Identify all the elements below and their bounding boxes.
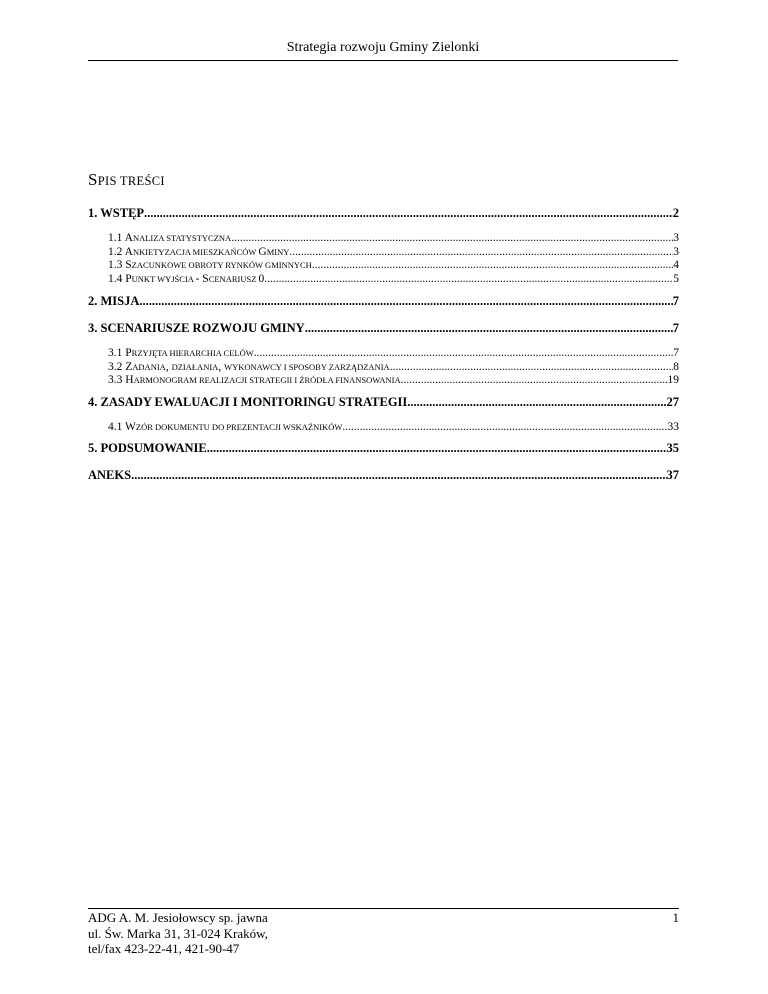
toc-entry-page: 27	[666, 394, 679, 409]
toc-entry-page: 7	[672, 294, 679, 308]
toc-entry-label: 3. SCENARIUSZE ROZWOJU GMINY	[88, 321, 305, 335]
toc-entry[interactable]	[88, 374, 679, 388]
toc-entry-page: 3	[673, 245, 679, 258]
toc-entry[interactable]	[88, 294, 679, 313]
toc-leader	[207, 441, 667, 456]
toc-entry-label: 1.2 ANKIETYZACJA MIESZKAŃCÓW GMINY	[108, 245, 290, 258]
toc-entry[interactable]	[88, 441, 679, 460]
toc-leader	[390, 361, 674, 373]
toc-leader	[144, 206, 673, 221]
toc-entry[interactable]	[88, 361, 679, 375]
toc-entry[interactable]	[88, 273, 679, 287]
toc-entry[interactable]	[88, 232, 679, 246]
page-number: 1	[672, 910, 679, 925]
toc-entry[interactable]	[88, 259, 679, 273]
toc-entry-page: 7	[673, 347, 679, 359]
toc-leader	[289, 246, 673, 258]
footer-company: ADG A. M. Jesiołowscy sp. jawna	[88, 910, 268, 925]
footer-phone: tel/fax 423-22-41, 421-90-47	[88, 941, 240, 956]
toc-entry-label: 2. MISJA	[88, 294, 140, 308]
toc-entry-page: 8	[673, 360, 679, 373]
toc-entry-label: ANEKS	[88, 468, 132, 482]
toc-entry[interactable]	[88, 421, 679, 435]
toc-leader	[131, 468, 666, 483]
toc-leader	[254, 347, 674, 359]
toc-entry-page: 3	[673, 232, 679, 244]
footer-address: ul. Św. Marka 31, 31-024 Kraków,	[88, 925, 268, 941]
toc-entry-label: 1. WSTĘP	[88, 206, 145, 220]
footer-divider	[88, 908, 679, 909]
toc-leader	[231, 232, 673, 244]
header-title: Strategia rozwoju Gminy Zielonki	[286, 40, 480, 55]
page-header	[88, 40, 678, 61]
toc-entry-label: 3.2 ZADANIA, DZIAŁANIA, WYKONAWCY I SPOSOBY ZARZĄDZANIA	[108, 360, 390, 373]
toc-entry[interactable]	[88, 395, 679, 414]
toc-entry-label: 4. ZASADY EWALUACJI I MONITORINGU STRATEGII	[88, 394, 408, 409]
toc-entry[interactable]	[88, 321, 679, 340]
table-of-contents	[88, 206, 679, 487]
toc-leader	[305, 321, 673, 336]
toc-entry[interactable]	[88, 206, 679, 225]
toc-leader	[407, 395, 666, 410]
toc-leader	[139, 294, 672, 309]
toc-entry-page: 2	[672, 206, 679, 220]
toc-entry[interactable]	[88, 347, 679, 361]
toc-entry-page: 4	[673, 259, 679, 271]
toc-entry-page: 7	[672, 321, 679, 335]
toc-title-initial: S	[88, 170, 98, 189]
toc-entry-label: 4.1 WZÓR DOKUMENTU DO PREZENTACJI WSKAŹNIKÓW	[108, 420, 343, 433]
toc-entry-page: 19	[667, 374, 679, 386]
toc-title-rest: PIS TREŚCI	[97, 174, 165, 188]
toc-entry-label: 1.1 ANALIZA STATYSTYCZNA	[108, 232, 232, 244]
toc-entry[interactable]	[88, 246, 679, 260]
toc-entry-page: 35	[666, 441, 679, 455]
toc-entry-page: 37	[666, 468, 679, 482]
toc-entry-page: 33	[667, 420, 679, 433]
toc-entry-label: 5. PODSUMOWANIE	[88, 441, 207, 455]
page-footer	[88, 910, 679, 957]
toc-entry-label: 1.3 SZACUNKOWE OBROTY RYNKÓW GMINNYCH	[108, 259, 312, 271]
toc-entry-label: 3.1 PRZYJĘTA HIERARCHIA CELÓW	[108, 347, 254, 359]
toc-leader	[264, 273, 673, 285]
toc-leader	[342, 421, 667, 433]
toc-entry-label: 3.3 HARMONOGRAM REALIZACJI STRATEGII I ŹRÓDŁA FINANSOWANIA	[108, 374, 401, 386]
toc-entry-label: 1.4 PUNKT WYJŚCIA - SCENARIUSZ 0	[108, 272, 265, 285]
toc-leader	[401, 374, 668, 386]
toc-entry-page: 5	[673, 272, 679, 285]
toc-title	[88, 170, 165, 190]
toc-leader	[312, 259, 673, 271]
toc-entry[interactable]	[88, 468, 679, 487]
